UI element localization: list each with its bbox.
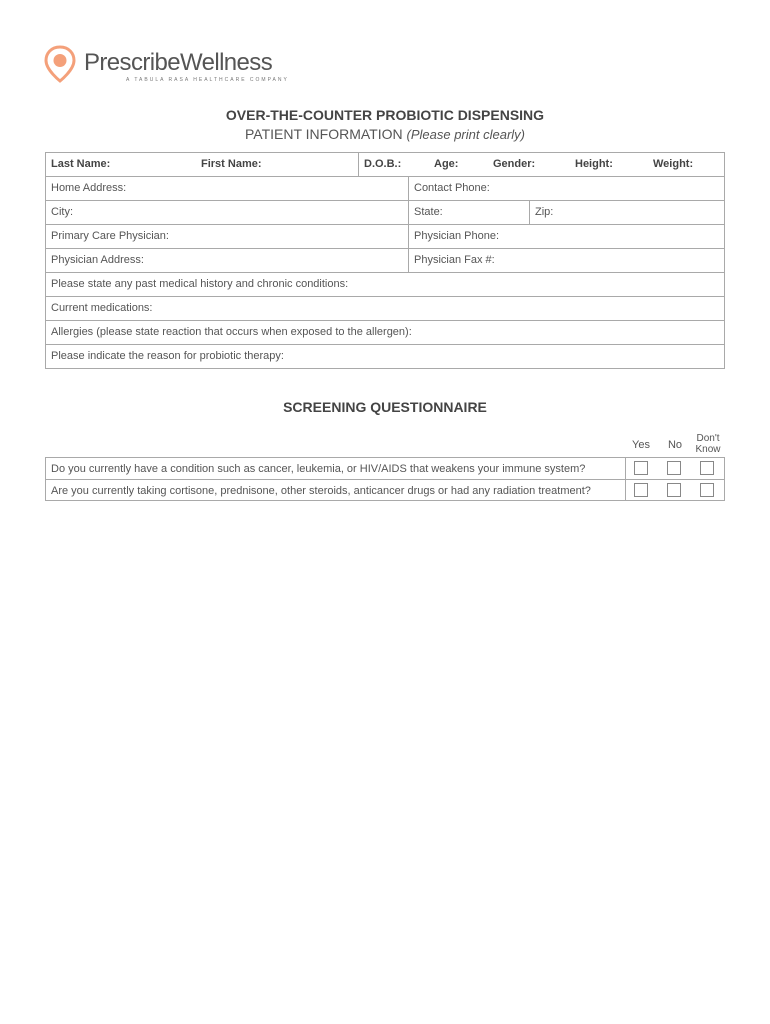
contact-phone-field[interactable]: Contact Phone:	[414, 182, 490, 194]
form-title: OVER-THE-COUNTER PROBIOTIC DISPENSING	[225, 107, 545, 123]
column-divider	[358, 152, 359, 176]
question-steroids-treatment: Are you currently taking cortisone, prednisone, other steroids, anticancer drugs or had any radiation treatment?	[51, 485, 591, 497]
dob-field[interactable]: D.O.B.:	[364, 158, 402, 170]
row-divider	[45, 272, 725, 273]
subtitle-text: PATIENT INFORMATION	[244, 126, 403, 142]
row-divider	[45, 224, 725, 225]
height-field[interactable]: Height:	[575, 158, 613, 170]
dont-know-line-1: Don't	[696, 433, 720, 444]
q1-no-checkbox[interactable]	[667, 461, 681, 475]
column-divider	[529, 200, 530, 224]
yes-column-header: Yes	[632, 439, 650, 451]
physician-phone-field[interactable]: Physician Phone:	[414, 230, 499, 242]
row-divider	[45, 344, 725, 345]
form-subtitle	[0, 126, 770, 142]
row-divider	[45, 176, 725, 177]
state-field[interactable]: State:	[414, 206, 443, 218]
home-address-field[interactable]: Home Address:	[51, 182, 127, 194]
age-field[interactable]: Age:	[434, 158, 459, 170]
first-name-field[interactable]: First Name:	[201, 158, 262, 170]
dont-know-column-header	[690, 433, 726, 455]
physician-address-field[interactable]: Physician Address:	[51, 254, 144, 266]
logo-name: PrescribeWellness	[84, 49, 273, 76]
company-logo	[44, 45, 289, 90]
location-pin-icon	[44, 45, 76, 83]
weight-field[interactable]: Weight:	[653, 158, 694, 170]
row-divider	[45, 296, 725, 297]
probiotic-reason-field[interactable]: Please indicate the reason for probiotic therapy:	[51, 350, 284, 362]
medical-history-field[interactable]: Please state any past medical history and chronic conditions:	[51, 278, 349, 290]
q1-dont-know-checkbox[interactable]	[700, 461, 714, 475]
primary-care-physician-field[interactable]: Primary Care Physician:	[51, 230, 169, 242]
column-divider	[625, 457, 626, 501]
current-medications-field[interactable]: Current medications:	[51, 302, 153, 314]
row-divider	[45, 248, 725, 249]
q2-dont-know-checkbox[interactable]	[700, 483, 714, 497]
logo-tagline: A TABULA RASA HEALTHCARE COMPANY	[126, 77, 289, 83]
city-field[interactable]: City:	[51, 206, 73, 218]
gender-field[interactable]: Gender:	[493, 158, 536, 170]
row-divider	[45, 320, 725, 321]
subtitle-note: (Please print clearly)	[406, 127, 526, 142]
row-divider	[45, 200, 725, 201]
q2-no-checkbox[interactable]	[667, 483, 681, 497]
dont-know-line-2: Know	[695, 444, 721, 455]
column-divider	[408, 176, 409, 272]
last-name-field[interactable]: Last Name:	[51, 158, 111, 170]
question-immune-condition: Do you currently have a condition such as cancer, leukemia, or HIV/AIDS that weakens your immune system?	[51, 463, 586, 475]
screening-title: SCREENING QUESTIONNAIRE	[283, 399, 487, 415]
q2-yes-checkbox[interactable]	[634, 483, 648, 497]
physician-fax-field[interactable]: Physician Fax #:	[414, 254, 495, 266]
q1-yes-checkbox[interactable]	[634, 461, 648, 475]
row-divider	[45, 479, 725, 480]
allergies-field[interactable]: Allergies (please state reaction that occurs when exposed to the allergen):	[51, 326, 412, 338]
no-column-header: No	[667, 439, 683, 451]
zip-field[interactable]: Zip:	[535, 206, 554, 218]
